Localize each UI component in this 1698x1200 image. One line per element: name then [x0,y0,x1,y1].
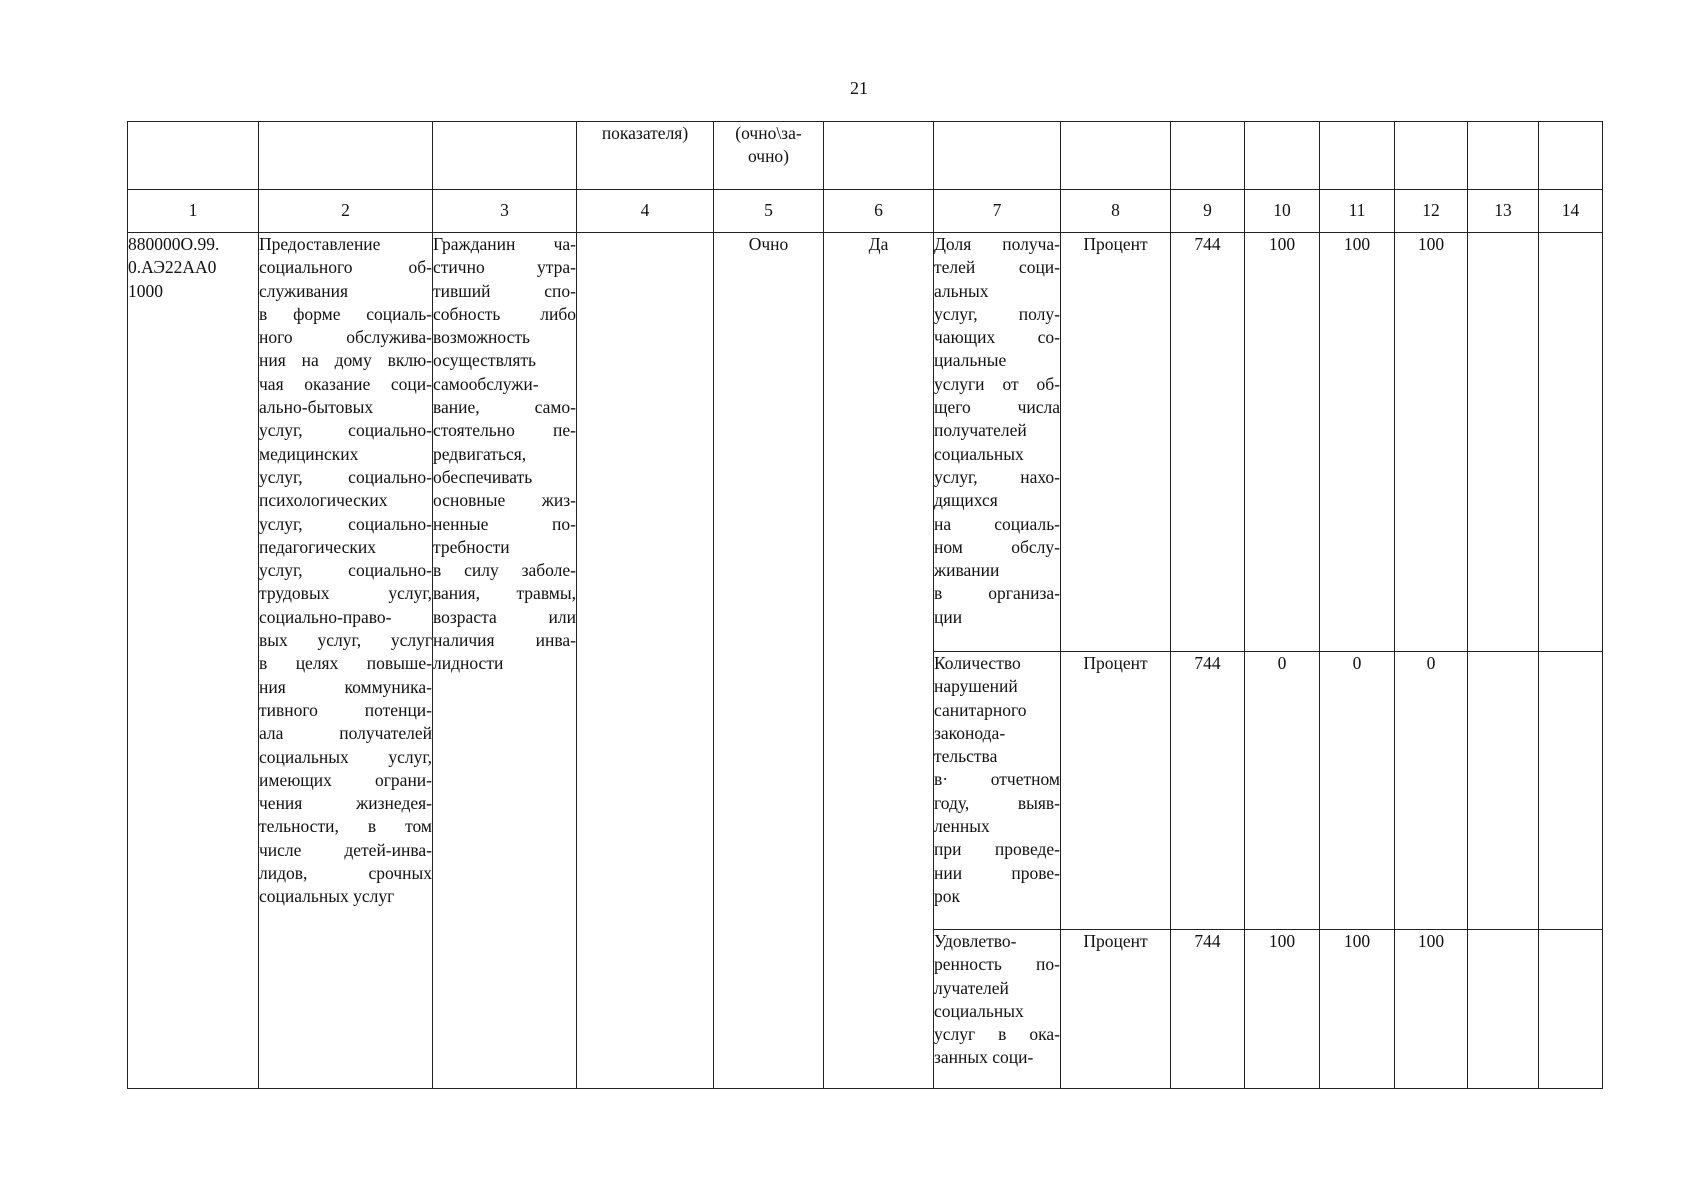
text-line: услуг, нахо- [934,466,1060,487]
column-number-6: 6 [824,190,934,233]
recipient-category-cell [433,233,577,1089]
header-row [128,122,1603,190]
flag-cell: Да [824,233,934,1089]
text-line: социально-право- [259,606,392,627]
text-line: Удовлетво- [934,931,1017,951]
text-line: вания, травмы, [433,583,576,604]
empty-cell-14 [1539,233,1603,652]
indicator-code-cell: 744 [1171,930,1245,1089]
text-line: законода- [934,722,1006,743]
column-number-1: 1 [128,190,259,233]
text-line: санитарного [934,699,1027,720]
text-line: 880000О.99. [128,234,220,254]
text-line: услуг, социально- [259,466,432,487]
text-line: ала получателей [259,723,432,744]
column-number-3: 3 [433,190,577,233]
text-line: педагогических [259,536,376,557]
text-line: тивший спо- [433,280,576,301]
text-line: живании [934,560,1000,581]
text-line: получателей [934,420,1027,441]
text-line: чающих со- [934,327,1060,348]
text-line: нии прове- [934,862,1060,883]
text-line: Предоставление [259,234,381,254]
text-line: чая оказание соци- [259,373,432,394]
text-line: социального об- [259,257,432,278]
column-number-12: 12 [1395,190,1468,233]
text-line: собность либо [433,303,576,324]
text-line: стично утра- [433,257,576,278]
indicator-value-cell: 100 [1395,930,1468,1089]
text-line: занных соци- [934,1047,1034,1068]
text-line: служивания [259,280,349,301]
text-line: телей соци- [934,257,1060,278]
indicator-value-cell: 100 [1395,233,1468,652]
text-line: на социаль- [934,513,1060,534]
text-line: в организа- [934,583,1060,604]
column-number-10: 10 [1245,190,1320,233]
text-line: ции [934,606,963,627]
indicator-value-cell: 100 [1320,233,1395,652]
text-line: в целях повыше- [259,653,432,674]
text-line: циальные [934,350,1007,371]
text-line: лидности [433,653,504,674]
column-number-11: 11 [1320,190,1395,233]
text-line: 1000 [128,280,163,301]
text-line: услуг, полу- [934,303,1060,324]
text-line: наличия инва- [433,630,576,651]
indicator-value-cell: 100 [1245,930,1320,1089]
text-line: в· отчетном [934,769,1060,790]
indicator-value-cell: 0 [1320,652,1395,930]
text-line: психологических [259,490,388,511]
text-line: чения жизнедея- [259,793,432,814]
column-number-9: 9 [1171,190,1245,233]
text-line: услуг в ока- [934,1024,1060,1045]
indicator-value-cell: 0 [1395,652,1468,930]
column-number-13: 13 [1468,190,1539,233]
indicator-unit-cell: Процент [1061,652,1171,930]
text-line: рок [934,885,961,906]
indicator-code-cell: 744 [1171,652,1245,930]
text-line: Гражданин ча- [433,234,576,254]
text-line: услуг, социально- [259,420,432,441]
column-number-8: 8 [1061,190,1171,233]
text-line: нарушений [934,676,1018,697]
text-line: при проведе- [934,839,1060,860]
empty-cell-14 [1539,652,1603,930]
column-number-14: 14 [1539,190,1603,233]
text-line: услуги от об- [934,373,1060,394]
text-line: в силу заболе- [433,560,576,581]
text-line: ния на дому вклю- [259,350,432,371]
text-line: медицинских [259,443,359,464]
table-row [128,233,1603,652]
text-line: социальных [934,1000,1024,1021]
empty-cell-13 [1468,233,1539,652]
text-line: осуществлять [433,350,537,371]
text-line: вых услуг, услуг [259,630,432,651]
page-number: 21 [850,78,868,98]
text-line: ния коммуника- [259,676,432,697]
text-line: услуг, социально- [259,513,432,534]
empty-cell-4 [577,233,714,1089]
text-line: тивного потенци- [259,699,432,720]
text-line: трудовых услуг, [259,583,432,604]
text-line: социальных услуг [259,886,395,907]
text-line: щего числа [934,397,1060,418]
registry-code-cell [128,233,259,1089]
text-line: Доля получа- [934,234,1060,254]
column-number-5: 5 [714,190,824,233]
text-line: ленных [934,816,990,837]
empty-cell-13 [1468,930,1539,1089]
text-line: редвигаться, [433,443,527,464]
text-line: лучателей [934,977,1009,998]
text-line: альных [934,280,989,301]
text-line: 0.АЭ22АА0 [128,257,217,278]
column-number-2: 2 [259,190,433,233]
indicator-name-cell [934,930,1061,1089]
text-line: услуг, социально- [259,560,432,581]
column-number-7: 7 [934,190,1061,233]
text-line: возраста или [433,606,576,627]
text-line: самообслужи- [433,373,539,394]
header-cell-indicator: показателя) [577,122,714,190]
indicator-unit-cell: Процент [1061,233,1171,652]
text-line: тельства [934,746,998,767]
text-line: социальных услуг, [259,746,432,767]
text-line: ного обслужива- [259,327,432,348]
text-line: возможность [433,327,530,348]
header-cell-form: (очно\за- очно) [714,122,824,190]
text-line: лидов, срочных [259,863,432,884]
service-name-cell [259,233,433,1089]
empty-cell-13 [1468,652,1539,930]
text-line: числе детей-инва- [259,839,432,860]
indicators-table [127,121,1603,1089]
text-line: ненные по- [433,513,576,534]
text-line: в форме социаль- [259,303,432,324]
text-line: обеспечивать [433,466,533,487]
text-line: стоятельно пе- [433,420,576,441]
column-numbers-row [128,190,1603,233]
text-line: вание, само- [433,397,576,418]
text-line: социальных [934,443,1024,464]
form-cell: Очно [714,233,824,1089]
indicator-unit-cell: Процент [1061,930,1171,1089]
indicator-value-cell: 100 [1245,233,1320,652]
text-line: году, выяв- [934,792,1060,813]
text-line: основные жиз- [433,490,576,511]
text-line: ном обслу- [934,536,1060,557]
indicator-value-cell: 100 [1320,930,1395,1089]
text-line: дящихся [934,490,998,511]
indicator-value-cell: 0 [1245,652,1320,930]
text-line: ально-бытовых [259,397,374,418]
text-line: Количество [934,653,1021,673]
indicator-code-cell: 744 [1171,233,1245,652]
column-number-4: 4 [577,190,714,233]
indicator-name-cell [934,233,1061,652]
text-line: тельности, в том [259,816,432,837]
indicator-name-cell [934,652,1061,930]
empty-cell-14 [1539,930,1603,1089]
text-line: имеющих ограни- [259,769,432,790]
text-line: требности [433,536,510,557]
text-line: ренность по- [934,954,1060,975]
